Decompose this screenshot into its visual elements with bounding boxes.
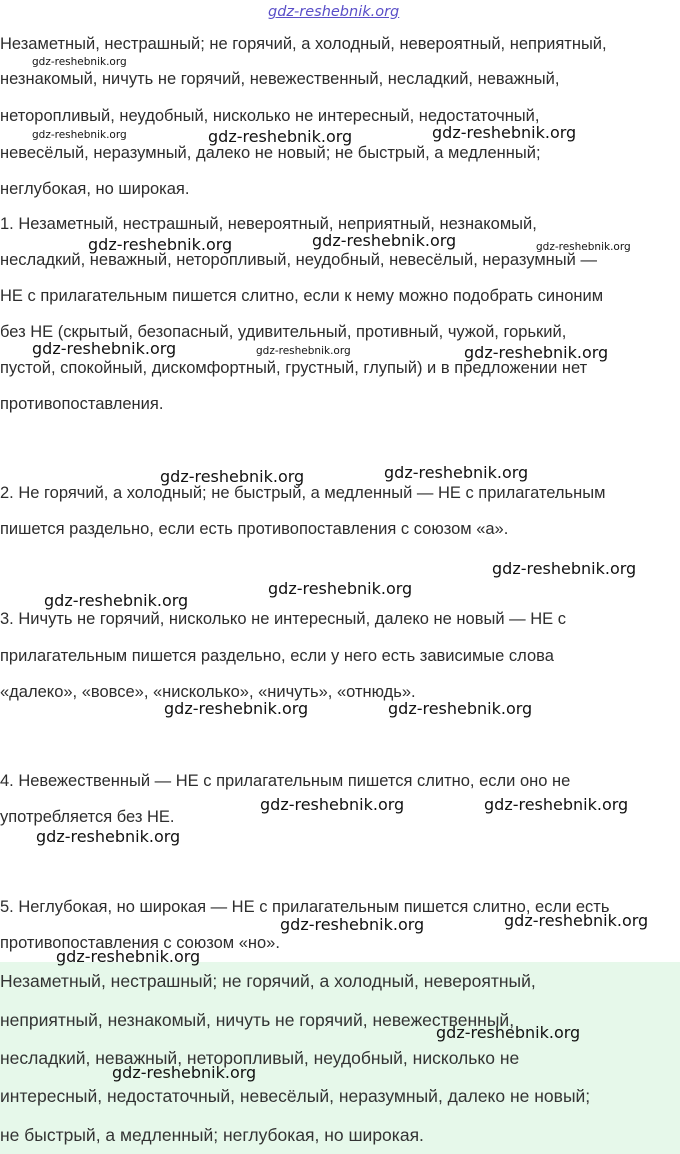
watermark: gdz-reshebnik.org	[164, 699, 309, 718]
watermark: gdz-reshebnik.org	[32, 129, 127, 141]
intro-line: невесёлый, неразумный, далеко не новый; не быстрый, а медленный;	[0, 144, 541, 162]
watermark: gdz-reshebnik.org	[56, 947, 201, 966]
answer-line: неприятный, незнакомый, ничуть не горячий, невежественный,	[0, 1010, 515, 1030]
watermark: gdz-reshebnik.org	[280, 915, 425, 934]
answer-block	[0, 962, 680, 1154]
watermark: gdz-reshebnik.org	[256, 345, 351, 357]
watermark: gdz-reshebnik.org	[160, 467, 305, 486]
rule-5-line: противопоставления с союзом «но».	[0, 934, 280, 952]
rule-1-line: 1. Незаметный, нестрашный, невероятный, неприятный, незнакомый,	[0, 215, 537, 233]
watermark: gdz-reshebnik.org	[436, 1023, 581, 1042]
watermark: gdz-reshebnik.org	[464, 343, 609, 362]
watermark: gdz-reshebnik.org	[432, 123, 577, 142]
rule-3-line: «далеко», «вовсе», «нисколько», «ничуть», «отнюдь».	[0, 683, 416, 701]
rule-4-line: употребляется без НЕ.	[0, 808, 175, 826]
rule-3-line: прилагательным пишется раздельно, если у него есть зависимые слова	[0, 647, 554, 665]
watermark: gdz-reshebnik.org	[504, 911, 649, 930]
watermark: gdz-reshebnik.org	[88, 235, 233, 254]
intro-line: Незаметный, нестрашный; не горячий, а холодный, невероятный, неприятный,	[0, 35, 607, 53]
intro-line: неторопливый, неудобный, нисколько не интересный, недостаточный,	[0, 107, 540, 125]
rule-1-line: противопоставления.	[0, 395, 164, 413]
answer-line: интересный, недостаточный, невесёлый, неразумный, далеко не новый;	[0, 1086, 591, 1106]
rule-2-line: пишется раздельно, если есть противопоставления с союзом «а».	[0, 520, 509, 538]
rule-2-line: 2. Не горячий, а холодный; не быстрый, а медленный — НЕ с прилагательным	[0, 484, 606, 502]
answer-line: Незаметный, нестрашный; не горячий, а холодный, невероятный,	[0, 971, 536, 991]
rule-1-line: без НЕ (скрытый, безопасный, удивительный, противный, чужой, горький,	[0, 323, 567, 341]
site-link[interactable]: gdz-reshebnik.org	[268, 4, 400, 20]
watermark: gdz-reshebnik.org	[492, 559, 637, 578]
intro-line: незнакомый, ничуть не горячий, невежественный, несладкий, неважный,	[0, 70, 560, 88]
watermark: gdz-reshebnik.org	[32, 339, 177, 358]
rule-1-line: несладкий, неважный, неторопливый, неудобный, невесёлый, неразумный —	[0, 251, 597, 269]
watermark: gdz-reshebnik.org	[388, 699, 533, 718]
watermark: gdz-reshebnik.org	[36, 827, 181, 846]
watermark: gdz-reshebnik.org	[32, 56, 127, 68]
watermark: gdz-reshebnik.org	[484, 795, 629, 814]
watermark: gdz-reshebnik.org	[536, 241, 631, 253]
answer-line: не быстрый, а медленный; неглубокая, но широкая.	[0, 1125, 424, 1145]
watermark: gdz-reshebnik.org	[260, 795, 405, 814]
rule-3-line: 3. Ничуть не горячий, нисколько не интересный, далеко не новый — НЕ с	[0, 610, 566, 628]
watermark: gdz-reshebnik.org	[312, 231, 457, 250]
rule-4-line: 4. Невежественный — НЕ с прилагательным пишется слитно, если оно не	[0, 772, 571, 790]
watermark: gdz-reshebnik.org	[268, 579, 413, 598]
rule-5-line: 5. Неглубокая, но широкая — НЕ с прилагательным пишется слитно, если есть	[0, 898, 610, 916]
rule-1-line: НЕ с прилагательным пишется слитно, если к нему можно подобрать синоним	[0, 287, 604, 305]
watermark: gdz-reshebnik.org	[44, 591, 189, 610]
watermark: gdz-reshebnik.org	[208, 127, 353, 146]
rule-1-line: пустой, спокойный, дискомфортный, грустный, глупый) и в предложении нет	[0, 359, 588, 377]
answer-line: несладкий, неважный, неторопливый, неудобный, нисколько не	[0, 1048, 520, 1068]
watermark: gdz-reshebnik.org	[384, 463, 529, 482]
intro-line: неглубокая, но широкая.	[0, 180, 190, 198]
watermark: gdz-reshebnik.org	[112, 1063, 257, 1082]
